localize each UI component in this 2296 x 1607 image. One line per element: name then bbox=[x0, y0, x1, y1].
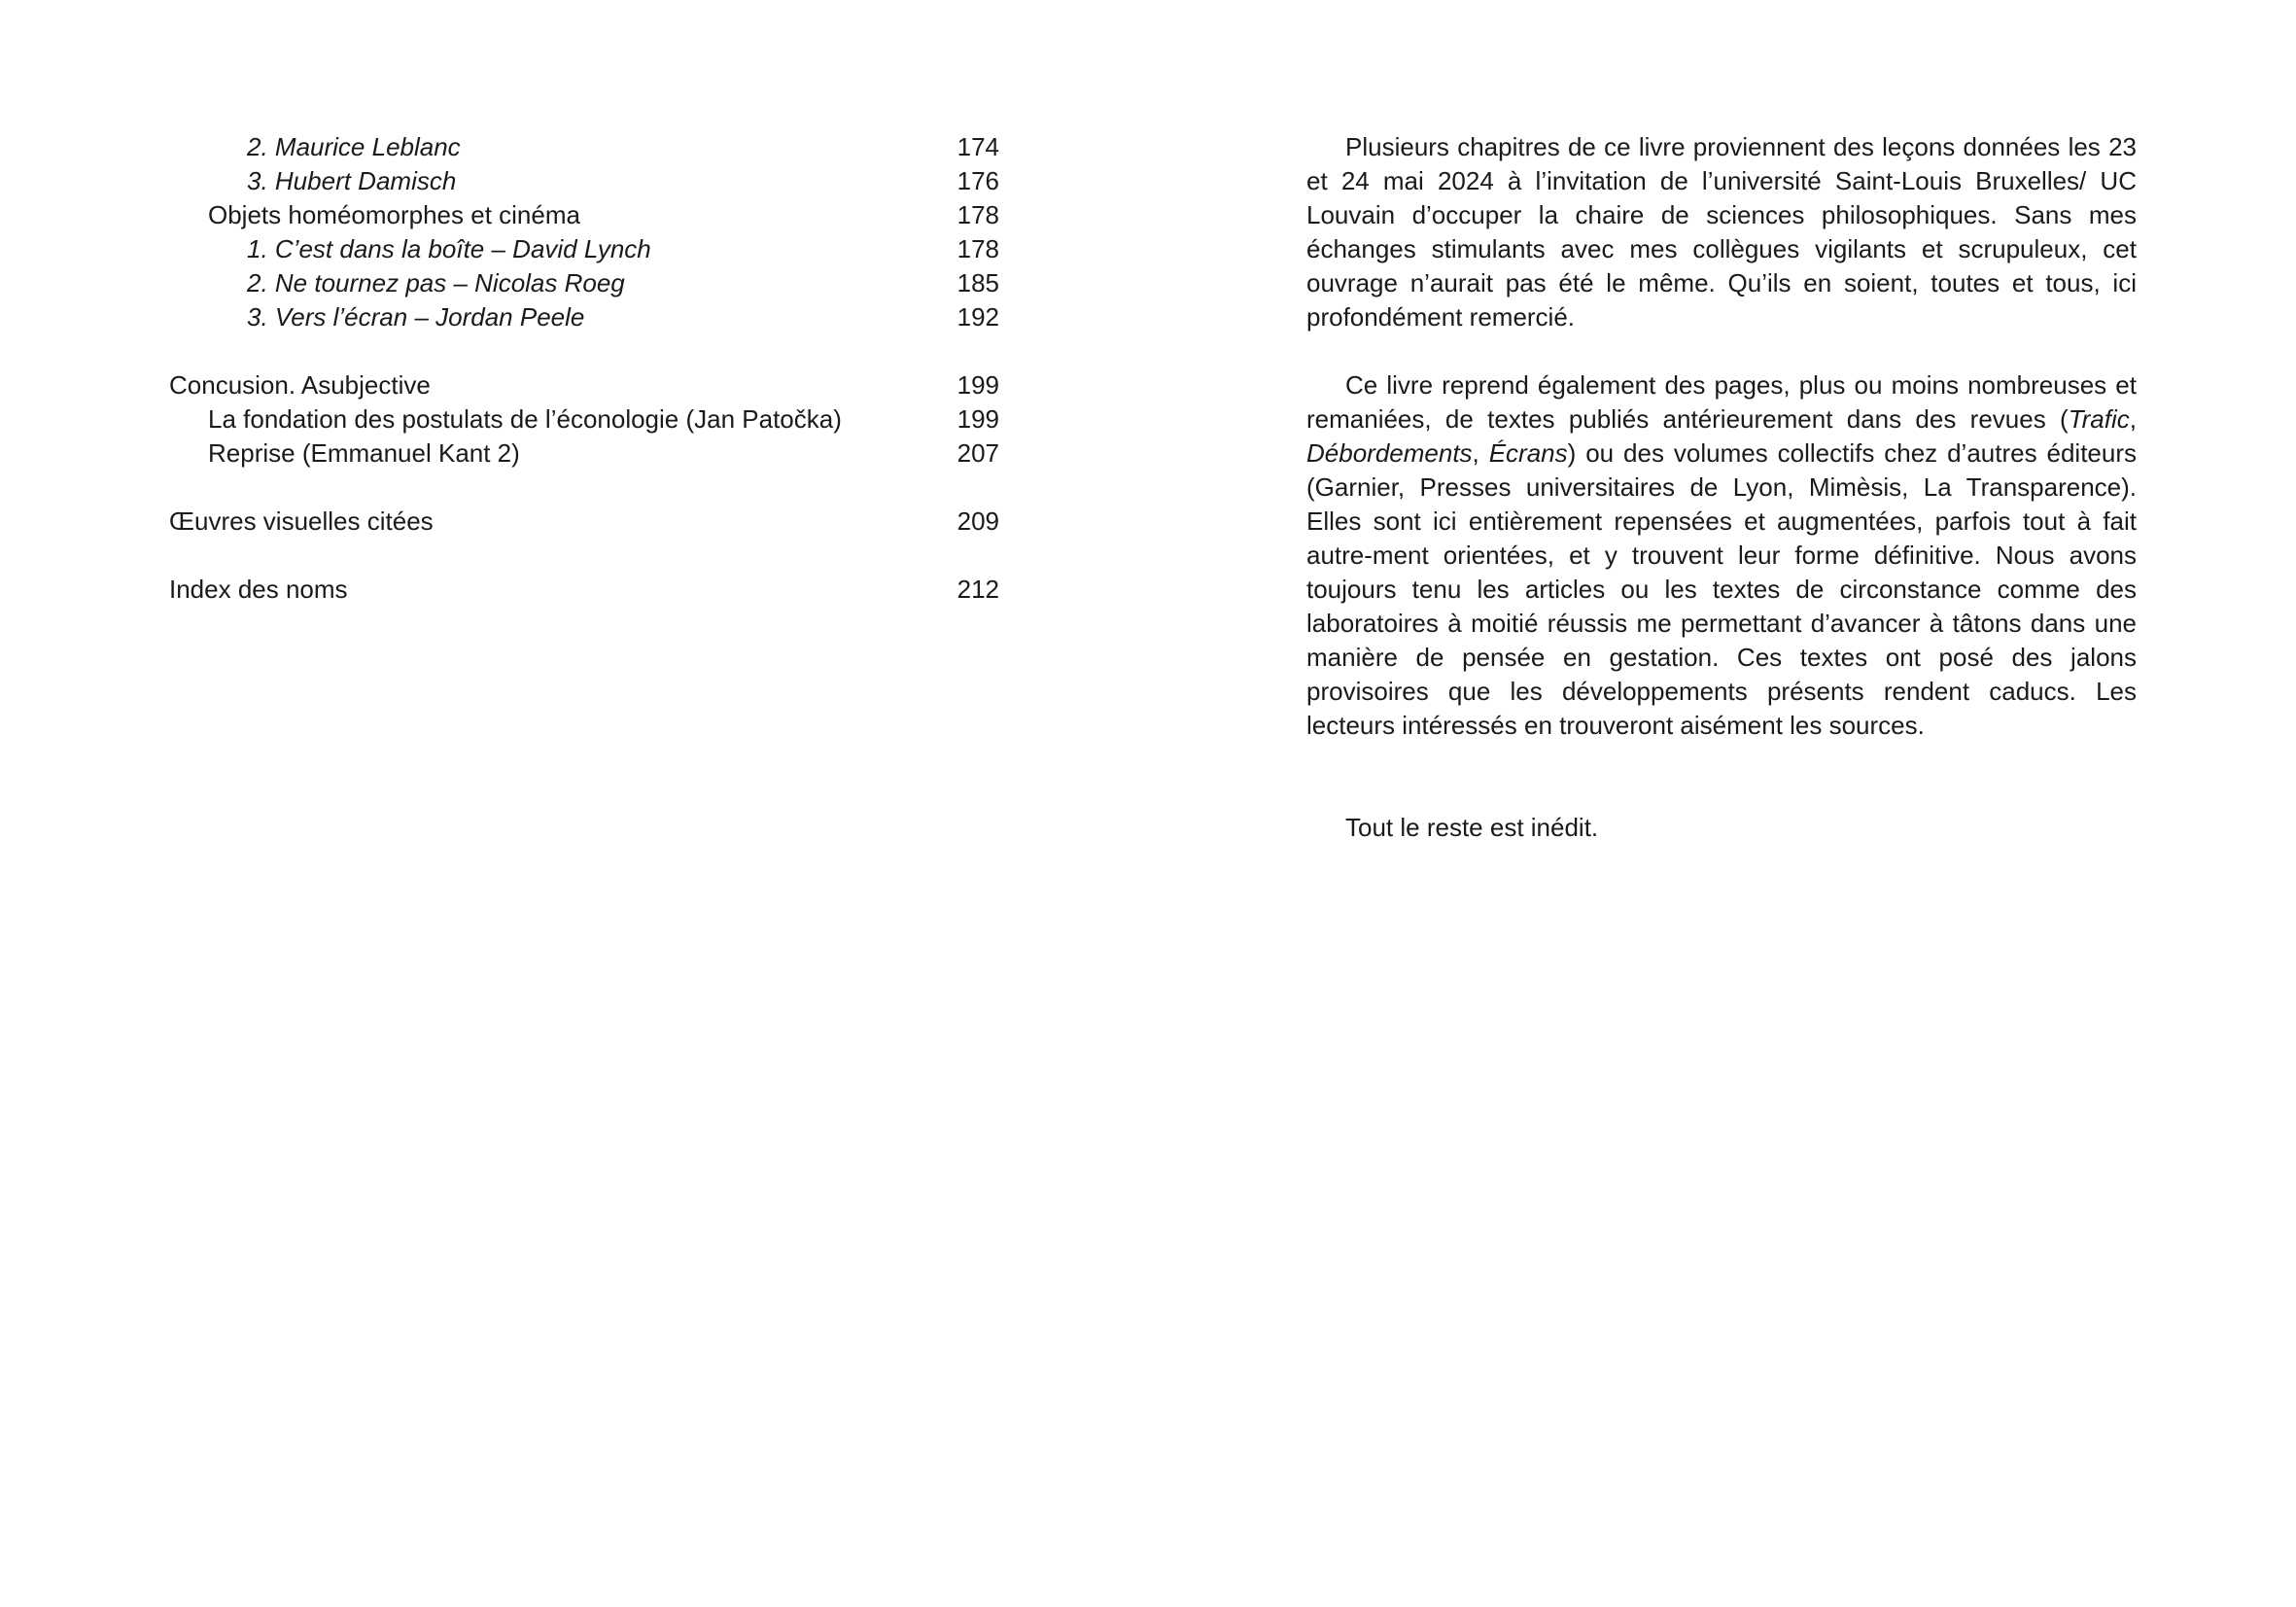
toc-entry bbox=[169, 573, 999, 607]
toc-entry-title: La fondation des postulats de l’éconologie (Jan Patočka) bbox=[208, 404, 842, 434]
acknowledgements-text bbox=[1306, 130, 2137, 845]
journal-title: Débordements bbox=[1306, 438, 1473, 468]
toc-entry-page: 199 bbox=[957, 370, 999, 400]
toc-entry bbox=[169, 300, 999, 334]
toc-entry bbox=[169, 402, 999, 437]
toc-entry-page: 174 bbox=[957, 132, 999, 161]
paragraph-text: Ce livre reprend également des pages, plus ou moins nombreuses et remaniées, de textes publiés antérieurement dans des revues ( bbox=[1306, 370, 2137, 434]
toc-entry-title: Objets homéomorphes et cinéma bbox=[208, 200, 580, 229]
toc-entry-title: 2. Ne tournez pas – Nicolas Roeg bbox=[247, 268, 625, 297]
toc-entry-page: 176 bbox=[957, 166, 999, 195]
separator: , bbox=[1472, 438, 1489, 468]
paragraph-text: ) ou des volumes collectifs chez d’autres éditeurs (Garnier, Presses universitaires de Lyon, Mimèsis, La Transparence). Elles sont ici entièrement repensées et augmentées, parfois tout à fait autre-ment orientées, et y trouvent leur forme définitive. Nous avons toujours tenu les articles ou les textes de circonstance comme des laboratoires à moitié réussis me permettant d’avancer à tâtons dans une manière de pensée en gestation. Ces textes ont posé des jalons provisoires que les développements présents rendent caducs. Les lecteurs intéressés en trouveront aisément les sources. bbox=[1306, 438, 2137, 740]
toc-entry-title: 3. Hubert Damisch bbox=[247, 166, 457, 195]
toc-entry-title: 2. Maurice Leblanc bbox=[247, 132, 461, 161]
toc-entry bbox=[169, 130, 999, 164]
toc-entry-page: 178 bbox=[957, 200, 999, 229]
toc-entry-title: 1. C’est dans la boîte – David Lynch bbox=[247, 234, 651, 263]
toc-entry bbox=[169, 198, 999, 232]
toc-entry-page: 178 bbox=[957, 234, 999, 263]
toc-entry-title: Reprise (Emmanuel Kant 2) bbox=[208, 438, 520, 468]
toc-entry-page: 207 bbox=[957, 438, 999, 468]
toc-entry-page: 185 bbox=[957, 268, 999, 297]
acknowledgements-paragraph-2 bbox=[1306, 368, 2137, 743]
toc-entry bbox=[169, 164, 999, 198]
journal-title: Trafic bbox=[2068, 404, 2130, 434]
toc-entry bbox=[169, 437, 999, 471]
toc-entry-page: 212 bbox=[957, 575, 999, 604]
acknowledgements-paragraph-3: Tout le reste est inédit. bbox=[1345, 813, 1599, 842]
toc-entry bbox=[169, 368, 999, 402]
right-page bbox=[1148, 0, 2296, 1607]
toc-entry-title: Œuvres visuelles citées bbox=[169, 507, 434, 536]
toc-entry-title: Concusion. Asubjective bbox=[169, 370, 431, 400]
journal-title: Écrans bbox=[1488, 438, 1568, 468]
toc-entry bbox=[169, 266, 999, 300]
toc-entry-page: 192 bbox=[957, 302, 999, 332]
toc-entry-title: Index des noms bbox=[169, 575, 348, 604]
toc-entry-title: 3. Vers l’écran – Jordan Peele bbox=[247, 302, 585, 332]
acknowledgements-paragraph-1: Plusieurs chapitres de ce livre proviennent des leçons données les 23 et 24 mai 2024 à l’invitation de l’université Saint-Louis Bruxelles/ UC Louvain d’occuper la chaire de sciences philosophiques. Sans mes échanges stimulants avec mes collègues vigilants et scrupuleux, cet ouvrage n’aurait pas été le même. Qu’ils en soient, toutes et tous, ici profondément remercié. bbox=[1306, 132, 2137, 332]
toc-entry-page: 209 bbox=[957, 507, 999, 536]
toc-entry bbox=[169, 232, 999, 266]
table-of-contents bbox=[169, 130, 999, 607]
separator: , bbox=[2129, 404, 2137, 434]
toc-entry-page: 199 bbox=[957, 404, 999, 434]
toc-entry bbox=[169, 505, 999, 539]
